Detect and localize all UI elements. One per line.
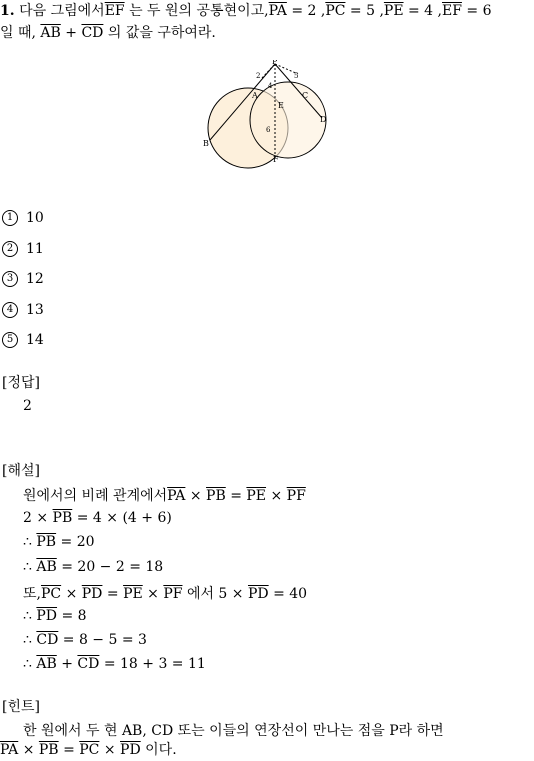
segment-ab: $\overline{AB}$ [40,25,61,41]
choice-4[interactable] [2,302,44,318]
segment-pe: $\overline{PE}$ [383,3,404,19]
segment-pf: $\overline{PF}$ [286,488,306,504]
explanation-line-5 [23,583,307,603]
times-sign: × [22,742,35,758]
segment-pf: $\overline{PF}$ [163,586,183,602]
two-circles-figure [200,60,340,170]
label-b: B [203,139,209,148]
segment-pe: $\overline{PE}$ [246,488,267,504]
equals-sign: = [106,586,119,602]
question-line-1 [0,2,491,20]
segment-pd: $\overline{PD}$ [36,608,58,624]
label-e: E [278,101,284,110]
times-sign: × [103,742,116,758]
value-ef: = 6 [466,3,492,19]
choice-value: 13 [26,302,44,318]
choice-value: 12 [26,271,44,287]
explanation-line-1 [23,485,306,505]
choice-5[interactable] [2,332,44,348]
equals-sign: = [63,742,75,758]
label-p: P [272,60,278,66]
length-pe: 4 [268,82,273,90]
value-pe: = 4 , [408,3,442,19]
choice-marker: 2 [2,241,18,257]
length-pc: 5 [294,72,299,80]
answer-heading: [정답] [2,375,40,391]
hint-text: 이다. [145,742,177,758]
segment-pc: $\overline{PC}$ [40,586,62,602]
label-f: F [273,155,279,164]
label-c: C [302,91,309,100]
explanation-heading: [해설] [2,463,40,479]
therefore-sign: ∴ [23,656,32,672]
equals-sign: = [230,488,242,504]
question-text: 는 두 원의 공통현이고, [129,3,269,19]
segment-cd: $\overline{CD}$ [36,632,59,648]
segment-ab: $\overline{AB}$ [36,559,57,575]
segment-ab: $\overline{AB}$ [36,656,57,672]
length-ef: 6 [266,126,271,134]
explanation-line-7 [23,632,147,648]
segment-pe: $\overline{PE}$ [123,586,143,602]
segment-pa: $\overline{PA}$ [268,3,287,19]
segment-cd: $\overline{CD}$ [81,25,104,41]
therefore-sign: ∴ [23,632,32,648]
segment-ef: $\overline{EF}$ [442,3,462,19]
segment-ef: $\overline{EF}$ [104,3,125,19]
label-a: A [252,91,258,100]
choice-2[interactable] [2,241,44,257]
expr: = 8 [61,608,87,624]
segment-pb: $\overline{PB}$ [206,488,226,504]
question-text: 의 값을 구하여라. [107,25,216,41]
segment-pc: $\overline{PC}$ [325,3,346,19]
segment-pd: $\overline{PD}$ [120,742,141,758]
question-line-2 [0,24,216,42]
value-pa: = 2 , [291,3,326,19]
choice-value: 10 [26,210,44,226]
expr: 2 × [23,510,49,526]
segment-pd: $\overline{PD}$ [81,586,103,602]
value-pc: = 5 , [349,3,384,19]
plus-sign: + [61,656,73,672]
times-sign: × [65,586,78,602]
explanation-line-8 [23,656,206,672]
hint-heading: [힌트] [2,699,40,715]
question-text: 다음 그림에서 [19,3,105,19]
explanation-line-4 [23,559,163,575]
right-circle [250,82,326,158]
choice-marker: 5 [2,332,18,348]
explanation-text: 원에서의 비례 관계에서 [23,488,168,504]
expr: = 4 × (4 + 6) [76,510,172,526]
times-sign: × [270,488,283,504]
therefore-sign: ∴ [23,559,32,575]
choice-1[interactable] [2,210,44,226]
segment-pd: $\overline{PD}$ [247,586,269,602]
segment-pb: $\overline{PB}$ [52,510,73,526]
explanation-line-3 [23,534,95,550]
length-pa: 2 [256,72,261,80]
choice-marker: 4 [2,302,18,318]
question-number: 1. [0,3,15,19]
choice-3[interactable] [2,271,44,287]
therefore-sign: ∴ [23,608,32,624]
expr: = 8 − 5 = 3 [62,632,147,648]
question-text: 일 때, [0,25,36,41]
explanation-line-2 [23,510,172,526]
answer-value: 2 [23,398,32,414]
expr: = 20 − 2 = 18 [61,559,164,575]
explanation-line-6 [23,608,87,624]
times-sign: × [189,488,202,504]
dotted-pa [262,64,275,78]
expr: = 20 [60,534,95,550]
choice-value: 11 [26,241,44,257]
plus-sign: + [65,25,77,41]
expr: 에서 5 × [186,586,244,602]
choice-marker: 3 [2,271,18,287]
segment-pb: $\overline{PB}$ [38,742,59,758]
expr: 또, [23,586,41,602]
therefore-sign: ∴ [23,534,32,550]
segment-pb: $\overline{PB}$ [36,534,57,550]
segment-pa: $\overline{PA}$ [0,742,19,758]
hint-line-2 [0,741,177,759]
label-d: D [320,115,327,124]
segment-pa: $\overline{PA}$ [167,488,186,504]
expr: = 18 + 3 = 11 [103,656,206,672]
segment-pc: $\overline{PC}$ [79,742,100,758]
expr: = 40 [273,586,308,602]
choice-marker: 1 [2,210,18,226]
segment-cd: $\overline{CD}$ [77,656,100,672]
hint-line-1: 한 원에서 두 현 AB, CD 또는 이들의 연장선이 만나는 점을 P라 하면 [23,723,444,739]
times-sign: × [147,586,159,602]
choice-value: 14 [26,332,44,348]
